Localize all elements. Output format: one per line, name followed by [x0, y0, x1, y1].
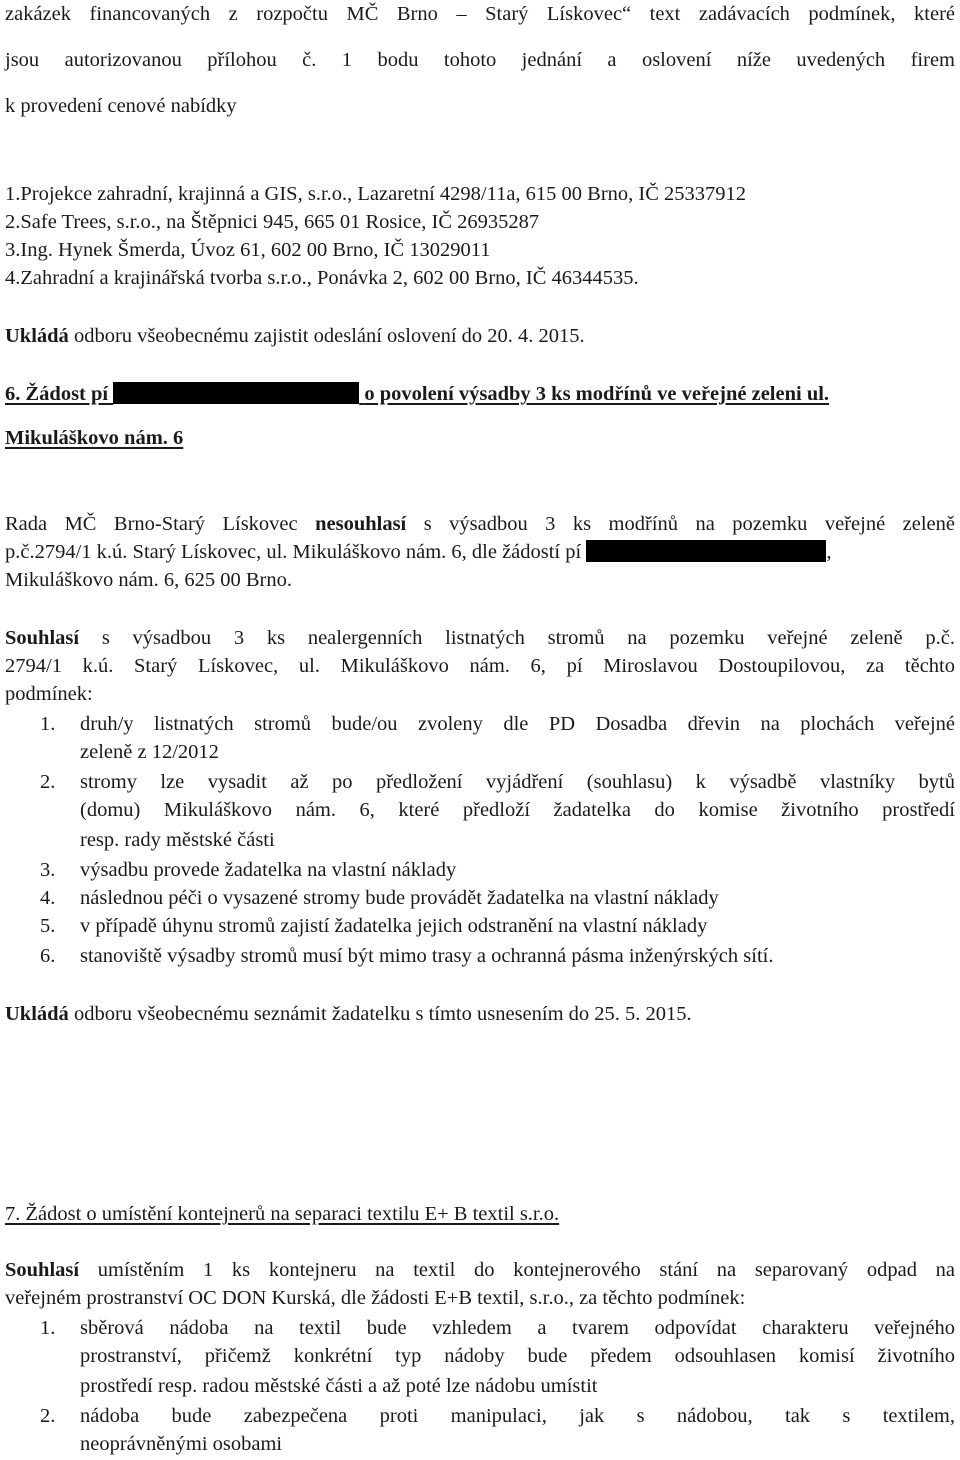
souhlasi-1-line-2: 2794/1 k.ú. Starý Lískovec, ul. Mikuláškovo nám. 6, pí Miroslavou Dostoupilovou, za těchto [5, 655, 955, 677]
uklada-text: odboru všeobecnému zajistit odeslání oslovení do 20. 4. 2015. [68, 325, 585, 347]
condition-2-number: 2. [40, 771, 56, 793]
condition-5-number: 5. [40, 915, 56, 937]
rada-text-b: s výsadbou 3 ks modřínů na pozemku veřejné zeleně [406, 513, 956, 535]
uklada-keyword: Ukládá [5, 1003, 69, 1025]
rada-line-3: Mikuláškovo nám. 6, 625 00 Brno. [5, 569, 292, 591]
condition-b1-number: 1. [40, 1317, 56, 1339]
rada-text-a: Rada MČ Brno-Starý Lískovec [5, 513, 316, 535]
condition-6-number: 6. [40, 945, 56, 967]
souhlasi-1-text: s výsadbou 3 ks nealergenních listnatých stromů na pozemku veřejné zeleně p.č. [79, 627, 955, 649]
firm-2: 2.Safe Trees, s.r.o., na Štěpnici 945, 665 01 Rosice, IČ 26935287 [5, 211, 540, 233]
redacted-name [113, 382, 359, 404]
item-6-heading-line-2: Mikuláškovo nám. 6 [5, 427, 184, 449]
souhlasi-2-line-2: veřejném prostranství OC DON Kurská, dle žádosti E+B textil, s.r.o., za těchto podmínek: [5, 1287, 746, 1309]
condition-2-line-3: resp. rady městské části [80, 829, 275, 851]
item-7-heading: 7. Žádost o umístění kontejnerů na separaci textilu E+ B textil s.r.o. [5, 1203, 560, 1225]
condition-b1-line-2: prostranství, přičemž konkrétní typ nádoby bude předem odsouhlasen komisí životního [80, 1345, 955, 1367]
intro-line-2: jsou autorizovanou přílohou č. 1 bodu tohoto jednání a oslovení níže uvedených firem [5, 49, 955, 71]
uklada-keyword: Ukládá [5, 325, 69, 347]
uklada-text: odboru všeobecnému seznámit žadatelku s tímto usnesením do 25. 5. 2015. [68, 1003, 692, 1025]
nesouhlasi-keyword: nesouhlasí [315, 513, 407, 535]
souhlasi-keyword: Souhlasí [5, 1259, 80, 1281]
item-6-prefix: 6. Žádost pí [5, 383, 109, 405]
condition-4-number: 4. [40, 887, 56, 909]
condition-6-line-1: stanoviště výsadby stromů musí být mimo trasy a ochranná pásma inženýrských sítí. [80, 945, 774, 967]
rada-line-2-text: p.č.2794/1 k.ú. Starý Lískovec, ul. Mikuláškovo nám. 6, dle žádostí pí [5, 541, 582, 563]
firm-1: 1.Projekce zahradní, krajinná a GIS, s.r.o., Lazaretní 4298/11a, 615 00 Brno, IČ 25337912 [5, 183, 747, 205]
condition-b2-number: 2. [40, 1405, 56, 1427]
condition-3-number: 3. [40, 859, 56, 881]
item-6-heading [5, 380, 829, 408]
intro-line-1: zakázek financovaných z rozpočtu MČ Brno – Starý Lískovec“ text zadávacích podmínek, které [5, 3, 955, 25]
condition-b1-line-1: sběrová nádoba na textil bude vzhledem a tvarem odpovídat charakteru veřejného [80, 1317, 955, 1339]
rada-line-2-comma: , [826, 541, 832, 563]
condition-4-line-1: následnou péči o vysazené stromy bude provádět žadatelka na vlastní náklady [80, 887, 719, 909]
condition-b2-line-1: nádoba bude zabezpečena proti manipulaci, jak s nádobou, tak s textilem, [80, 1405, 955, 1427]
redacted-name [586, 540, 826, 562]
condition-1-number: 1. [40, 713, 56, 735]
firm-4: 4.Zahradní a krajinářská tvorba s.r.o., Ponávka 2, 602 00 Brno, IČ 46344535. [5, 267, 639, 289]
item-6-suffix: o povolení výsadby 3 ks modřínů ve veřejné zeleni ul. [364, 383, 830, 405]
condition-2-line-2: (domu) Mikuláškovo nám. 6, které předloží žadatelka do komise životního prostředí [80, 799, 955, 821]
condition-b1-line-3: prostředí resp. radou městské části a až poté lze nádobu umístit [80, 1375, 598, 1397]
rada-line-1 [5, 510, 955, 538]
souhlasi-2-line-1 [5, 1256, 955, 1284]
condition-1-line-2: zeleně z 12/2012 [80, 741, 219, 763]
condition-b2-line-2: neoprávněnými osobami [80, 1433, 283, 1455]
condition-2-line-1: stromy lze vysadit až po předložení vyjádření (souhlasu) k výsadbě vlastníky bytů [80, 771, 955, 793]
condition-3-line-1: výsadbu provede žadatelka na vlastní náklady [80, 859, 457, 881]
souhlasi-2-text: umístěním 1 ks kontejneru na textil do kontejnerového stání na separovaný odpad na [79, 1259, 955, 1281]
souhlasi-1-line-1 [5, 624, 955, 652]
condition-5-line-1: v případě úhynu stromů zajistí žadatelka jejich odstranění na vlastní náklady [80, 915, 708, 937]
souhlasi-1-line-3: podmínek: [5, 683, 93, 705]
uklada-statement-1 [5, 322, 585, 350]
rada-line-2 [5, 538, 831, 566]
souhlasi-keyword: Souhlasí [5, 627, 80, 649]
condition-1-line-1: druh/y listnatých stromů bude/ou zvoleny dle PD Dosadba dřevin na plochách veřejné [80, 713, 955, 735]
intro-line-3: k provedení cenové nabídky [5, 95, 237, 117]
firm-3: 3.Ing. Hynek Šmerda, Úvoz 61, 602 00 Brno, IČ 13029011 [5, 239, 491, 261]
uklada-statement-2 [5, 1000, 692, 1028]
